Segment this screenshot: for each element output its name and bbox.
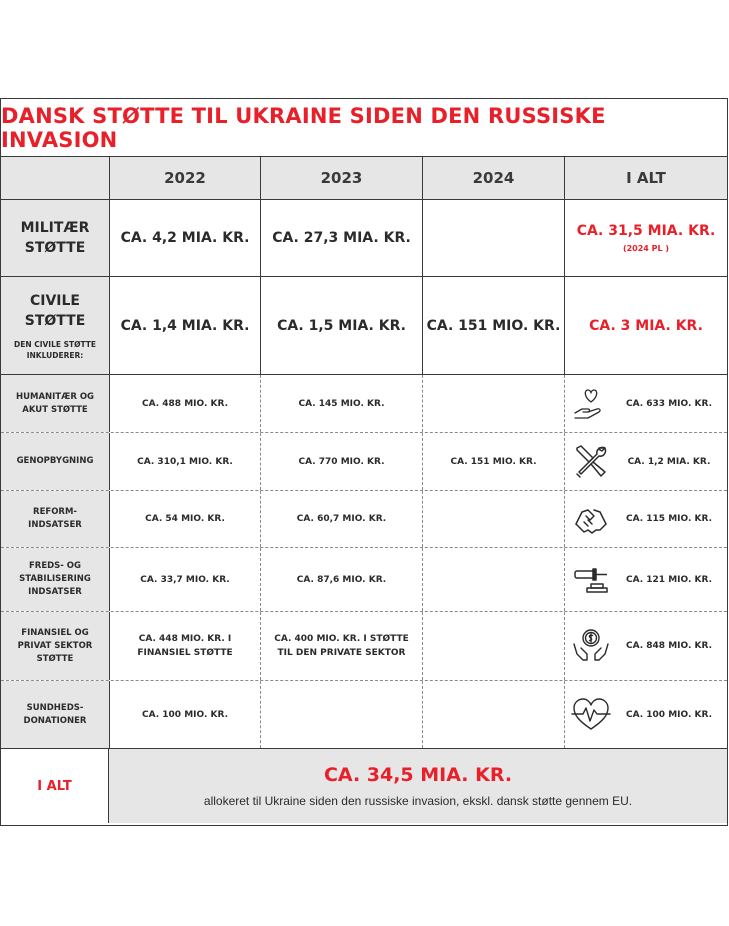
header-2023: 2023	[260, 157, 422, 199]
heartbeat-icon	[571, 695, 611, 735]
header-2024: 2024	[422, 157, 564, 199]
detail-2023: CA. 60,7 MIO. KR.	[260, 491, 422, 547]
detail-total	[564, 491, 727, 547]
military-total	[564, 200, 727, 276]
detail-2022: CA. 100 MIO. KR.	[109, 681, 260, 748]
detail-total-value: CA. 100 MIO. KR.	[625, 709, 712, 720]
detail-2022: CA. 54 MIO. KR.	[109, 491, 260, 547]
table-title: DANSK STØTTE TIL UKRAINE SIDEN DEN RUSSISKE INVASION	[1, 99, 727, 157]
detail-total-value: CA. 633 MIO. KR.	[625, 398, 712, 409]
military-total-note: (2024 PL )	[622, 243, 670, 253]
detail-row-reconstruction	[1, 433, 727, 491]
civil-label-line2: STØTTE	[24, 312, 86, 329]
grand-total-label: I ALT	[1, 749, 109, 823]
detail-row-peace	[1, 548, 727, 612]
detail-total	[564, 612, 727, 680]
header-empty-cell	[1, 157, 109, 199]
detail-2023	[260, 681, 422, 748]
support-table	[1, 157, 727, 823]
detail-2023: CA. 770 MIO. KR.	[260, 433, 422, 490]
detail-total-value: CA. 848 MIO. KR.	[625, 641, 712, 651]
money-hands-icon	[571, 626, 611, 666]
detail-2024: CA. 151 MIO. KR.	[422, 433, 564, 490]
military-label-line1: MILITÆR	[20, 220, 90, 236]
civil-sub-note: DEN CIVILE STØTTE INKLUDERER:	[13, 339, 97, 360]
civil-label-line1: CIVILE	[29, 292, 80, 309]
detail-total-value: CA. 1,2 MIA. KR.	[627, 456, 711, 467]
detail-2023: CA. 87,6 MIO. KR.	[260, 548, 422, 611]
detail-row-reform	[1, 491, 727, 548]
grand-total-amount: CA. 34,5 MIA. KR.	[323, 764, 513, 786]
detail-total	[564, 548, 727, 611]
detail-label: GENOPBYGNING	[1, 433, 109, 490]
detail-label: FINANSIEL OG PRIVAT SEKTOR STØTTE	[1, 612, 109, 680]
military-row	[1, 200, 727, 277]
detail-2023: CA. 145 MIO. KR.	[260, 375, 422, 432]
civil-2024: CA. 151 MIO. KR.	[422, 277, 564, 374]
detail-label: SUNDHEDS- DONATIONER	[1, 681, 109, 748]
grand-total-summary	[109, 749, 727, 823]
civil-2022: CA. 1,4 MIA. KR.	[109, 277, 260, 374]
detail-2024	[422, 375, 564, 432]
detail-row-humanitarian	[1, 375, 727, 433]
military-2023: CA. 27,3 MIA. KR.	[260, 200, 422, 276]
handshake-icon	[571, 499, 611, 539]
detail-row-financial	[1, 612, 727, 681]
grand-total-description: allokeret til Ukraine siden den russiske invasion, ekskl. dansk støtte gennem EU.	[203, 794, 633, 808]
detail-total	[564, 681, 727, 748]
military-2022: CA. 4,2 MIA. KR.	[109, 200, 260, 276]
grand-total-row	[1, 749, 727, 823]
detail-total	[564, 375, 727, 432]
civil-total: CA. 3 MIA. KR.	[564, 277, 727, 374]
detail-label: HUMANITÆR OG AKUT STØTTE	[1, 375, 109, 432]
detail-total-value: CA. 121 MIO. KR.	[625, 574, 712, 585]
detail-2022: CA. 33,7 MIO. KR.	[109, 548, 260, 611]
detail-2024	[422, 491, 564, 547]
header-total: I ALT	[564, 157, 727, 199]
detail-2022: CA. 448 MIO. KR. I FINANSIEL STØTTE	[109, 612, 260, 680]
detail-label: FREDS- OG STABILISERING INDSATSER	[1, 548, 109, 611]
detail-total	[564, 433, 727, 490]
detail-label: REFORM- INDSATSER	[1, 491, 109, 547]
header-row	[1, 157, 727, 200]
support-table-frame	[0, 98, 728, 826]
detail-2023: CA. 400 MIO. KR. I STØTTE TIL DEN PRIVATE SEKTOR	[260, 612, 422, 680]
detail-2022: CA. 310,1 MIO. KR.	[109, 433, 260, 490]
detail-2022: CA. 488 MIO. KR.	[109, 375, 260, 432]
detail-2024	[422, 548, 564, 611]
civil-label	[1, 277, 109, 374]
heart-hand-icon	[571, 384, 611, 424]
gavel-icon	[571, 560, 611, 600]
military-label	[1, 200, 109, 276]
detail-2024	[422, 681, 564, 748]
detail-total-value: CA. 115 MIO. KR.	[625, 514, 712, 524]
military-2024	[422, 200, 564, 276]
military-total-value: CA. 31,5 MIA. KR.	[576, 222, 716, 239]
detail-row-health	[1, 681, 727, 749]
tools-icon	[571, 442, 611, 482]
civil-row	[1, 277, 727, 375]
header-2022: 2022	[109, 157, 260, 199]
military-label-line2: STØTTE	[24, 240, 86, 256]
detail-2024	[422, 612, 564, 680]
civil-2023: CA. 1,5 MIA. KR.	[260, 277, 422, 374]
